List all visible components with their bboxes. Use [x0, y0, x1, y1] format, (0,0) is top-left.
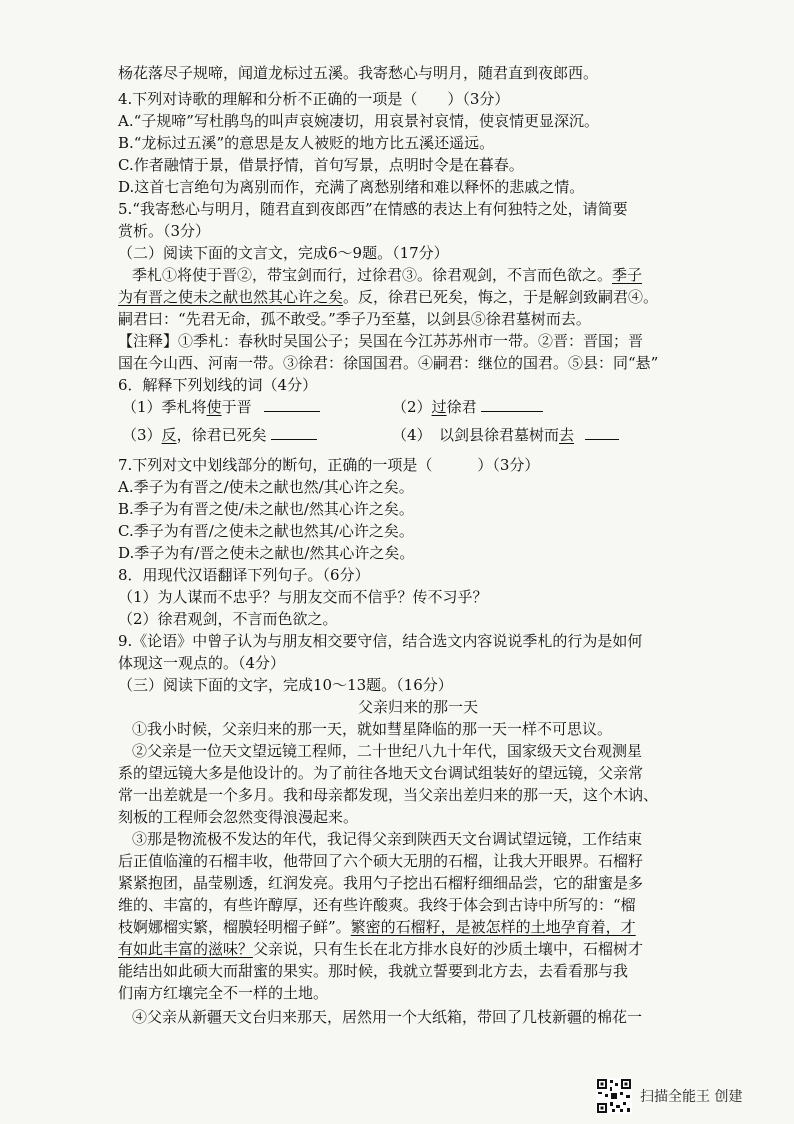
- q8-item-2: （2）徐君观剑，不言而色欲之。: [118, 610, 338, 628]
- q4-option-b: B.“龙标过五溪”的意思是友人被贬的地方比五溪还遥远。: [118, 134, 495, 152]
- q6-item-3-pre: （3）: [122, 426, 162, 444]
- q6-item-4-pre: （4） 以剑县徐君墓树而: [392, 426, 560, 444]
- essay-p2-line-1: ②父亲是一位天文望远镜工程师，二十世纪八九十年代，国家级天文台观测星: [132, 742, 643, 760]
- section2-heading: （二）阅读下面的文言文，完成6～9题。（17分）: [118, 244, 449, 262]
- notes-line-1: 【注释】①季札：春秋时吴国公子；吴国在今江苏苏州市一带。②晋：晋国；晋: [118, 332, 644, 350]
- q7-stem: 7.下列对文中划线部分的断句，正确的一项是（ ）（3分）: [118, 456, 540, 474]
- classical-line-1-text: 季札①将使于晋②，带宝剑而行，过徐君③。徐君观剑，不言而色欲之。: [132, 266, 613, 284]
- q6-item-2-post: 徐君: [446, 398, 477, 416]
- essay-p2-line-2: 系的望远镜大多是他设计的。为了前往各地天文台调试组装好的望远镜，父亲常: [118, 764, 644, 782]
- classical-line-3: 嗣君曰：“先君无命，孤不敢受。”季子乃至墓，以剑县⑤徐君墓树而去。: [118, 310, 591, 328]
- essay-p2-line-3: 常一出差就是一个多月。我和母亲都发现，当父亲出差归来的那一天，这个木讷、: [118, 786, 659, 804]
- q6-item-1-pre: （1）季札将: [122, 398, 207, 416]
- q6-item-1-post: 于晋: [221, 398, 252, 416]
- q6-item-4: [392, 424, 619, 446]
- essay-p4-line-1: ④父亲从新疆天文台归来那天，居然用一个大纸箱，带回了几枝新疆的棉花一: [132, 1008, 643, 1026]
- q6-stem: 6．解释下列划线的词（4分）: [118, 376, 318, 394]
- essay-p3-line-6-text: 父亲说，只有生长在北方排水良好的沙质土壤中，石榴树才: [253, 940, 644, 958]
- essay-p3-line-1: ③那是物流极不发达的年代，我记得父亲到陕西天文台调试望远镜，工作结束: [132, 830, 643, 848]
- q6-item-3-post: ，徐君已死矣: [176, 426, 267, 444]
- essay-p3-line-8: 们南方红壤完全不一样的土地。: [118, 984, 329, 1002]
- q8-stem: 8．用现代汉语翻译下列句子。（6分）: [118, 566, 370, 584]
- scanner-watermark: [596, 1076, 776, 1116]
- q9-line-1: 9.《论语》中曾子认为与朋友相交要守信，结合选文内容说说季札的行为是如何: [118, 632, 643, 650]
- q9-line-2: 体现这一观点的。（4分）: [118, 654, 286, 672]
- q6-item-3-word: 反: [161, 426, 177, 444]
- section3-heading: （三）阅读下面的文字，完成10～13题。（16分）: [118, 676, 453, 694]
- q6-answer-blank-2[interactable]: [481, 397, 543, 412]
- essay-p3-line-6: [118, 938, 718, 960]
- essay-p3-line-2: 后正值临潼的石榴丰收，他带回了六个硕大无朋的石榴，让我大开眼界。石榴籽: [118, 852, 644, 870]
- classical-underlined-1: 季子: [612, 266, 643, 284]
- essay-p2-line-4: 刻板的工程师会忽然变得浪漫起来。: [118, 808, 359, 826]
- q6-answer-blank-4[interactable]: [585, 425, 619, 440]
- notes-line-2: 国在今山西、河南一带。③徐君：徐国国君。④嗣君：继位的国君。⑤县：同“悬”: [118, 354, 659, 372]
- essay-p3-line-3: 紧紧抱团，晶莹剔透，红润发亮。我用勺子挖出石榴籽细细品尝，它的甜蜜是多: [118, 874, 644, 892]
- classical-line-2: [118, 286, 718, 308]
- qr-code-icon: [596, 1078, 632, 1114]
- essay-underlined-2: 有如此丰富的滋味？: [118, 940, 254, 958]
- essay-underlined-1: 繁密的石榴籽，是被怎样的土地孕育着，才: [350, 918, 636, 936]
- q5-line-2: 赏析。（3分）: [118, 222, 211, 240]
- essay-p3-line-7: 能结出如此硕大而甜蜜的果实。那时候，我就立誓要到北方去，去看看那与我: [118, 962, 629, 980]
- q4-option-a: A.“子规啼”写杜鹃鸟的叫声哀婉凄切，用哀景衬哀情，使哀情更显深沉。: [118, 112, 599, 130]
- essay-p3-line-5-text: 枝婀娜榴实繁，榴膜轻明榴子鲜”。: [118, 918, 351, 936]
- q6-item-4-word: 去: [559, 426, 575, 444]
- q8-item-1: （1）为人谋而不忠乎？与朋友交而不信乎？传不习乎？: [118, 588, 488, 606]
- q7-option-a: A.季子为有晋之/使未之献也然/其心许之矣。: [118, 478, 414, 496]
- q4-option-c: C.作者融情于景，借景抒情，首句写景，点明时令是在暮春。: [118, 156, 524, 174]
- classical-line-2-text: 。反，徐君已死矣，悔之，于是解剑致嗣君④。: [343, 288, 659, 306]
- q6-answer-blank-3[interactable]: [271, 425, 317, 440]
- poem-end-line: 杨花落尽子规啼，闻道龙标过五溪。我寄愁心与明月，随君直到夜郎西。: [118, 64, 599, 82]
- q7-option-d: D.季子为有/晋之使未之献也/然其心许之矣。: [118, 544, 415, 562]
- q7-option-c: C.季子为有晋/之使未之献也然其/心许之矣。: [118, 522, 414, 540]
- q6-item-1: [122, 396, 320, 418]
- classical-line-1: [132, 264, 732, 286]
- essay-p1: ①我小时候，父亲归来的那一天，就如彗星降临的那一天一样不可思议。: [132, 720, 613, 738]
- q6-item-1-word: 使: [206, 398, 222, 416]
- q4-option-d: D.这首七言绝句为离别而作，充满了离愁别绪和难以释怀的悲戚之情。: [118, 178, 585, 196]
- q6-item-2: [392, 396, 543, 418]
- q5-line-1: 5.“我寄愁心与明月，随君直到夜郎西”在情感的表达上有何独特之处，请简要: [118, 200, 628, 218]
- q6-answer-blank-1[interactable]: [264, 397, 320, 412]
- q6-item-3: [122, 424, 317, 446]
- essay-title: 父亲归来的那一天: [357, 698, 478, 716]
- essay-p3-line-4: 维的、丰富的，有些许醇厚，还有些许酸爽。我终于体会到古诗中所写的：“榴: [118, 896, 636, 914]
- q6-item-2-word: 过: [431, 398, 447, 416]
- q7-option-b: B.季子为有晋之使/未之献也/然其心许之矣。: [118, 500, 414, 518]
- q4-stem: 4.下列对诗歌的理解和分析不正确的一项是（ ）（3分）: [118, 90, 510, 108]
- essay-p3-line-5: [118, 916, 718, 938]
- q6-item-2-pre: （2）: [392, 398, 432, 416]
- classical-underlined-2: 为有晋之使未之献也然其心许之矣: [118, 288, 344, 306]
- scanner-watermark-text: 扫描全能王 创建: [640, 1089, 743, 1105]
